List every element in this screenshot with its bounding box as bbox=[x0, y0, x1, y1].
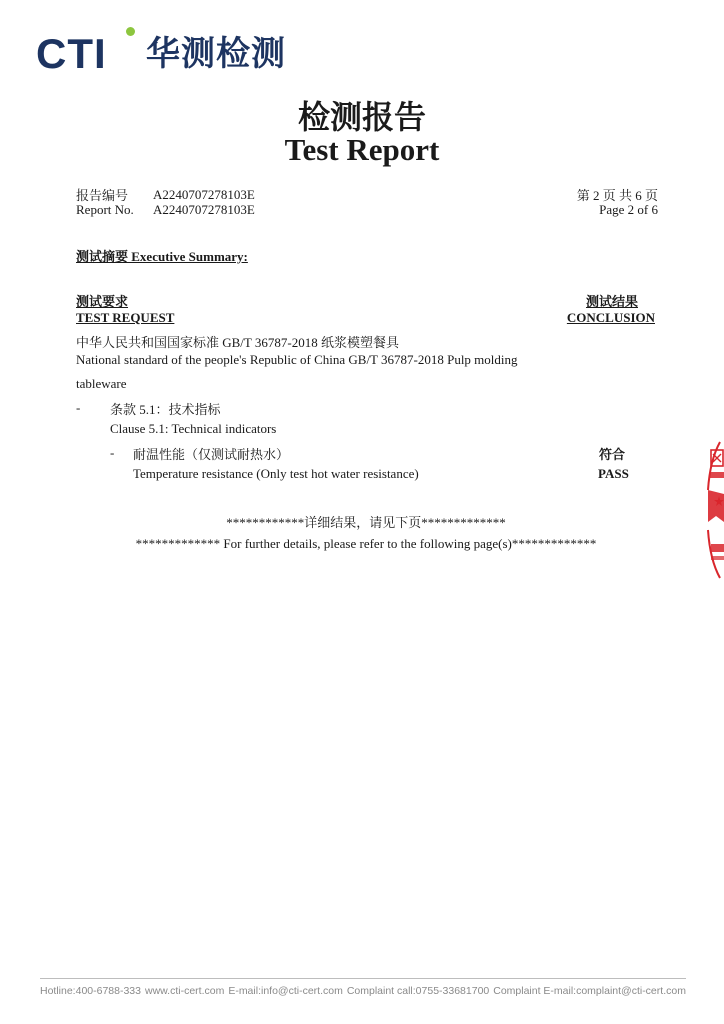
clause-cn: 条款 5.1：技术指标 bbox=[110, 402, 221, 417]
executive-summary-heading: 测试摘要 Executive Summary: bbox=[76, 249, 248, 264]
standard-name-cn: 中华人民共和国国家标准 GB/T 36787-2018 纸浆模塑餐具 bbox=[76, 335, 399, 350]
footer bbox=[40, 985, 686, 997]
item-result-en: PASS bbox=[598, 466, 629, 481]
page-indicator-cn: 第 2 页 共 6 页 bbox=[576, 188, 658, 203]
footer-divider bbox=[40, 978, 686, 979]
footer-email[interactable]: E-mail:info@cti-cert.com bbox=[228, 985, 343, 997]
footer-complaint-call: Complaint call:0755-33681700 bbox=[346, 985, 490, 997]
footer-hotline: Hotline:400-6788-333 bbox=[40, 985, 141, 997]
clause-en: Clause 5.1: Technical indicators bbox=[110, 421, 277, 436]
footer-complaint-email[interactable]: Complaint E-mail:complaint@cti-cert.com bbox=[493, 985, 686, 997]
test-request-heading-cn: 测试要求 bbox=[76, 294, 129, 309]
report-no-label-cn: 报告编号 bbox=[76, 188, 129, 203]
conclusion-heading-en: CONCLUSION bbox=[566, 310, 655, 325]
further-details-en: ************* For further details, please refer to the following page(s)************* bbox=[135, 536, 597, 551]
further-details-cn: ************详细结果，请见下页************* bbox=[226, 515, 506, 530]
conclusion-heading-cn: 测试结果 bbox=[585, 294, 638, 309]
report-no-label-en: Report No. bbox=[76, 202, 134, 217]
item-bullet: - bbox=[110, 445, 115, 460]
report-title-en: Test Report bbox=[284, 132, 440, 167]
page-indicator-en: Page 2 of 6 bbox=[599, 202, 658, 217]
company-seal-stamp bbox=[706, 440, 724, 580]
logo-brand: CTI bbox=[36, 30, 107, 77]
logo-dot bbox=[126, 27, 135, 36]
report-title-cn: 检测报告 bbox=[297, 98, 426, 136]
item-name-en: Temperature resistance (Only test hot water resistance) bbox=[133, 466, 419, 481]
clause-bullet: - bbox=[76, 400, 81, 415]
item-name-cn: 耐温性能（仅测试耐热水） bbox=[133, 447, 290, 462]
logo-name-cn: 华测检测 bbox=[146, 34, 286, 74]
report-no-value-en: A2240707278103E bbox=[153, 202, 255, 217]
item-result-cn: 符合 bbox=[599, 447, 626, 462]
test-request-heading-en: TEST REQUEST bbox=[76, 310, 175, 325]
standard-name-en-line2: tableware bbox=[76, 376, 127, 391]
footer-website[interactable]: www.cti-cert.com bbox=[144, 985, 225, 997]
standard-name-en-line1: National standard of the people's Republic of China GB/T 36787-2018 Pulp molding bbox=[76, 352, 518, 367]
report-no-value-cn: A2240707278103E bbox=[153, 187, 255, 202]
